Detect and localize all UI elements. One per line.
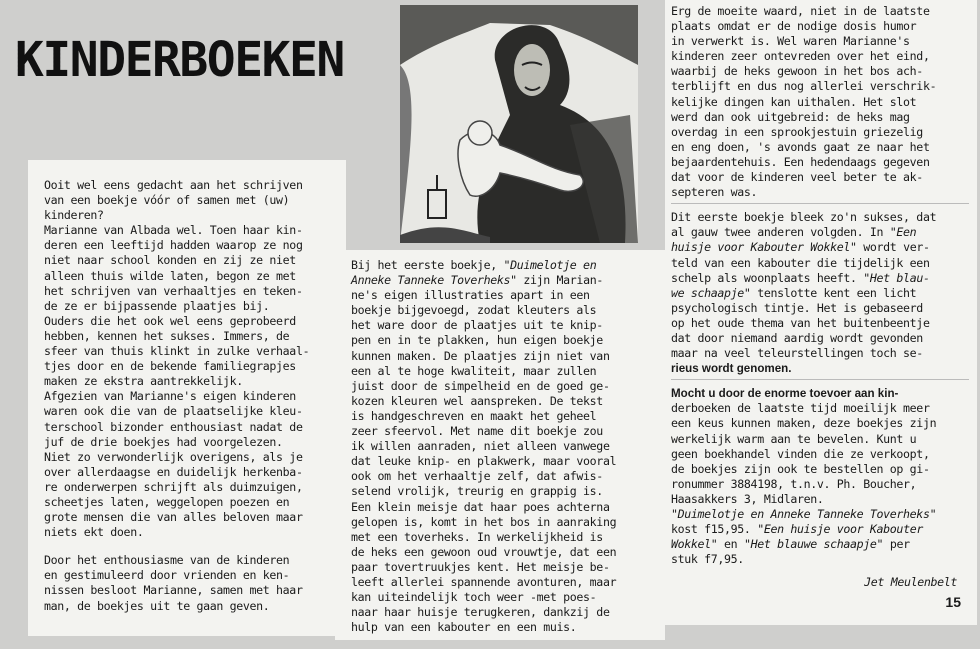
author-signature: Jet Meulenbelt: [864, 575, 957, 590]
right-p2-part-b: wordt ver- teld van een kabouter die tijdelijk een schelp als woonplaats heeft.: [671, 240, 930, 285]
price-book-3: "Het blauwe schaapje": [743, 537, 884, 552]
price-book-2: "Een huisje voor Kabouter Wokkel": [671, 522, 923, 552]
middle-body: zijn Marian- ne's eigen illustraties apart in een boekje bijgevoegd, zodat kleuters als het ware door de plaatjes uit te knip- pen en in te plakken, hun eigen boekje kunnen maken. De plaatjes zijn niet van een al te hoge kwaliteit, maar zullen juist door de simpelheid en de goed ge- kozen kleuren wel aanspreken. De tekst is handgeschreven en maakt het geheel zeer sfeervol. Met name dit boekje zou ik willen aanraden, niet alleen vanwege dat leuke knip- en plakwerk, maar vooral ook om het verhaaltje zelf, dat afwis- selend vrolijk, treurig en grappig is. Een klein meisje dat haar poes achterna gelopen is, komt in het bos in aanraking met een toverheks. In werkelijkheid is de heks een gewoon oud vrouwtje, dat een paar tovertruukjes kent. Het meisje be- leeft allerlei spannende avonturen, maar kan uiteindelijk toch weer -met poes- naar haar huisje terugkeren, dankzij de hulp van een kabouter en een muis.: [351, 273, 617, 635]
right-p3-lead: Mocht u door de enorme toevoer aan kin-: [671, 387, 899, 401]
right-paragraph-2: [671, 210, 969, 376]
right-p3-body: derboeken de laatste tijd moeilijk meer een keus kunnen maken, deze boekjes zijn werkelijk warm aan te bevelen. Kunt u geen boekhandel vinden die ze verkoopt, de boekjes zijn ook te bestellen op gi- ronummer 3884198, t.n.v. Ph. Boucher, Haasakkers 3, Midlaren.: [671, 401, 937, 506]
left-paragraph-1: Ooit wel eens gedacht aan het schrijven van een boekje vóór of samen met (uw) kinderen? Marianne van Albada wel. Toen haar kin- deren een leeftijd hadden waarop ze nog niet naar school konden en zij ze niet alleen thuis wilde laten, begon ze met het schrijven van verhaaltjes en teken- de ze er bijpassende plaatjes bij. Ouders die het ook wel eens geprobeerd hebben, kennen het sukses. Immers, de sfeer van thuis klinkt in zulke verhaal- tjes door en de bekende familiegrapjes maken ze ekstra aantrekkelijk. Afgezien van Marianne's eigen kinderen waren ook die van de plaatselijke kleu- terschool bizonder enthousiast nadat de juf de drie boekjes had voorgelezen. Niet zo verwonderlijk overigens, als je over allerdaagse en duidelijk herkenba- re onderwerpen schrijft als duimzuigen, scheetjes laten, weggelopen poezen en grote mensen die van alles beloven maar niets ekt doen.: [44, 178, 310, 540]
illustration-image: [400, 5, 638, 243]
section-divider: [671, 203, 969, 204]
section-divider-2: [671, 379, 969, 380]
left-paragraph-2: Door het enthousiasme van de kinderen en gestimuleerd door vrienden en ken- nissen besloot Marianne, samen met haar man, de boekjes uit te gaan geven.: [44, 553, 303, 613]
right-p2-part-d: rieus wordt genomen.: [671, 362, 792, 376]
right-paragraph-1: Erg de moeite waard, niet in de laatste plaats omdat er de nodige dosis humor in verwerkt is. Wel waren Marianne's kinderen zeer ontevreden over het eind, waarbij de heks gewoon in het bos ach- terblijft en dus nog allerlei verschrik- kelijke dingen kan uithalen. Het slot werd dan ook uitgebreid: de heks mag overdag in een sprookjestuin griezelig en eng doen, 's avonds gaat ze naar het bejaardentehuis. Een hedendaags gegeven dat voor de kinderen veel beter te ak- septeren was.: [671, 4, 937, 200]
witch-illustration: [400, 5, 638, 243]
right-p2-part-a: Dit eerste boekje bleek zo'n sukses, dat al gauw twee anderen volgden. In: [671, 210, 937, 240]
column-left: [28, 160, 346, 636]
price-2: per stuk f7,95.: [671, 537, 910, 567]
price-info: [671, 507, 969, 567]
title-text: KINDERBOEKEN: [15, 32, 344, 88]
book-title-duimelotje: "Duimelotje en Anneke Tanneke Toverheks": [351, 258, 597, 288]
middle-paragraph: [351, 258, 657, 635]
right-p2-part-c: tenslotte kent een licht psychologisch tintje. Het is gebaseerd op het oude thema van het buitenbeentje dat door niemand aardig wordt gevonden maar na veel teleurstellingen toch se-: [671, 285, 930, 361]
price-and: en: [717, 537, 744, 552]
price-1: kost f15,95.: [671, 522, 751, 537]
column-middle: [335, 250, 665, 640]
book-title-wokkel: "Een huisje voor Kabouter Wokkel": [671, 225, 917, 255]
page-number: 15: [945, 594, 961, 611]
book-title-schaapje: "Het blau- we schaapje": [671, 270, 930, 300]
right-paragraph-3: [671, 386, 969, 507]
price-book-1: "Duimelotje en Anneke Tanneke Toverheks": [671, 507, 937, 521]
page-title: [15, 32, 345, 88]
middle-intro: Bij het eerste boekje,: [351, 258, 504, 272]
paragraph-gap: [44, 540, 336, 553]
column-right: [665, 0, 977, 625]
